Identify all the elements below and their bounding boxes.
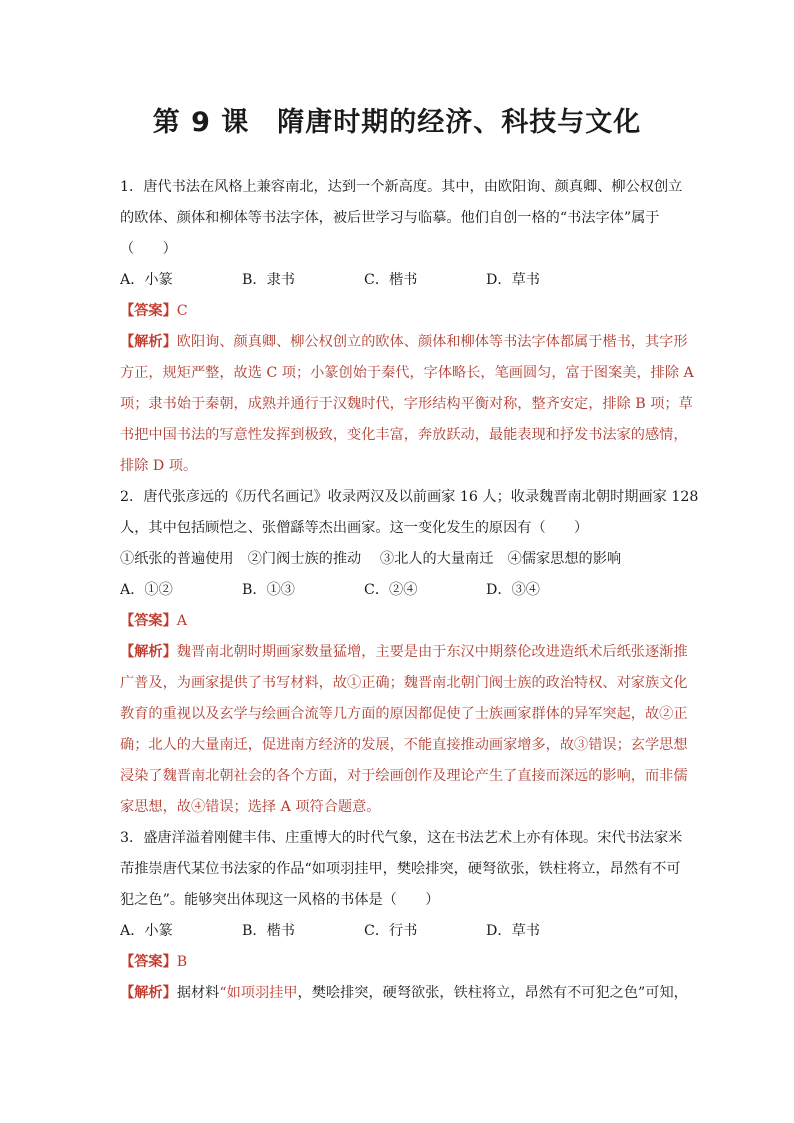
option-a: A．小篆 (120, 272, 173, 288)
answer-value: C (176, 303, 188, 319)
question-text-line: 的欧体、颜体和柳体等书法字体，被后世学习与临摹。他们自创一格的“书法字体”属于 (120, 210, 660, 226)
content-body (120, 172, 699, 1009)
question-text-line: 3．盛唐洋溢着刚健丰伟、庄重博大的时代气象，这在书法艺术上亦有体现。宋代书法家米 (120, 830, 683, 846)
question-text-line: （ ） (120, 241, 177, 257)
analysis-line: 浸染了魏晋南北朝社会的各个方面，对于绘画创作及理论产生了直接而深远的影响，而非儒 (120, 768, 688, 784)
answer-line (120, 947, 678, 978)
option-d: D．草书 (486, 923, 540, 939)
option-b: B．①③ (242, 582, 295, 598)
analysis-line: 书把中国书法的写意性发挥到极致，变化丰富，奔放跃动，最能表现和抒发书法家的感情， (120, 427, 688, 443)
option-d: D．③④ (486, 582, 540, 598)
option-a: A．①② (120, 582, 173, 598)
analysis-line (120, 637, 688, 668)
answer-value: B (176, 954, 188, 970)
analysis-line: 项；隶书始于秦朝，成熟并通行于汉魏时代，字形结构平衡对称，整齐安定，排除 B 项；草 (120, 396, 693, 412)
option-b: B．楷书 (242, 923, 295, 939)
option-c: C．行书 (364, 923, 418, 939)
answer-options (120, 265, 678, 296)
answer-options (120, 916, 678, 947)
answer-line (120, 606, 678, 637)
option-d: D．草书 (486, 272, 540, 288)
analysis-line: 确；北人的大量南迁，促进南方经济的发展，不能直接推动画家增多，故③错误；玄学思想 (120, 737, 688, 753)
option-a: A．小篆 (120, 923, 173, 939)
analysis-tag: 【解析】 (120, 985, 177, 1001)
analysis-line: 教育的重视以及玄学与绘画合流等几方面的原因都促使了士族画家群体的异军突起，故②正 (120, 706, 688, 722)
question-text-line: 人，其中包括顾恺之、张僧繇等杰出画家。这一变化发生的原因有（ ） (120, 520, 589, 536)
question-text-line: 犯之色”。能够突出体现这一风格的书体是（ ） (120, 892, 440, 908)
analysis-block (120, 327, 694, 482)
option-c: C．楷书 (364, 272, 418, 288)
analysis-line: 家思想，故④错误；选择 A 项符合题意。 (120, 799, 381, 815)
answer-tag: 【答案】 (120, 954, 177, 970)
question-text-line: 1．唐代书法在风格上兼容南北，达到一个新高度。其中，由欧阳询、颜真卿、柳公权创立 (120, 179, 683, 195)
question-text-line: 2．唐代张彦远的《历代名画记》收录两汉及以前画家 16 人；收录魏晋南北朝时期画家 128 (120, 489, 699, 505)
analysis-line: 广普及，为画家提供了书写材料，故①正确；魏晋南北朝门阀士族的政治特权、对家族文化 (120, 675, 688, 691)
analysis-tag: 【解析】 (120, 644, 177, 660)
analysis-quote: “如项羽挂甲 (219, 985, 298, 1001)
question-3 (120, 823, 688, 1009)
analysis-tag: 【解析】 (120, 334, 177, 350)
analysis-line (120, 327, 688, 358)
analysis-text: 魏晋南北朝时期画家数量猛增，主要是由于东汉中期蔡伦改进造纸术后纸张逐渐推 (176, 644, 688, 660)
analysis-line (120, 978, 688, 1009)
analysis-line: 排除 D 项。 (120, 458, 198, 474)
answer-line (120, 296, 678, 327)
analysis-line: 方正，规矩严整，故选 C 项；小篆创始于秦代，字体略长，笔画圆匀，富于图案美，排除 A (120, 365, 694, 381)
analysis-text: ，樊哙排突，硬弩欲张，铁柱将立，昂然有不可犯之色”可知， (297, 985, 688, 1001)
analysis-block (120, 978, 688, 1009)
question-2 (120, 482, 699, 823)
option-c: C．②④ (364, 582, 418, 598)
answer-tag: 【答案】 (120, 303, 177, 319)
answer-tag: 【答案】 (120, 613, 177, 629)
answer-options (120, 575, 678, 606)
analysis-text: 据材料 (176, 985, 220, 1001)
option-b: B．隶书 (242, 272, 295, 288)
question-statements: ①纸张的普遍使用 ②门阀士族的推动 ③北人的大量南迁 ④儒家思想的影响 (120, 551, 622, 567)
answer-value: A (176, 613, 188, 629)
question-text-line: 芾推崇唐代某位书法家的作品“如项羽挂甲，樊哙排突，硬弩欲张，铁柱将立，昂然有不可 (120, 861, 681, 877)
question-1 (120, 172, 694, 482)
analysis-block (120, 637, 688, 823)
analysis-text: 欧阳询、颜真卿、柳公权创立的欧体、颜体和柳体等书法字体都属于楷书，其字形 (176, 334, 688, 350)
page-title: 第 9 课 隋唐时期的经济、科技与文化 (152, 107, 642, 138)
